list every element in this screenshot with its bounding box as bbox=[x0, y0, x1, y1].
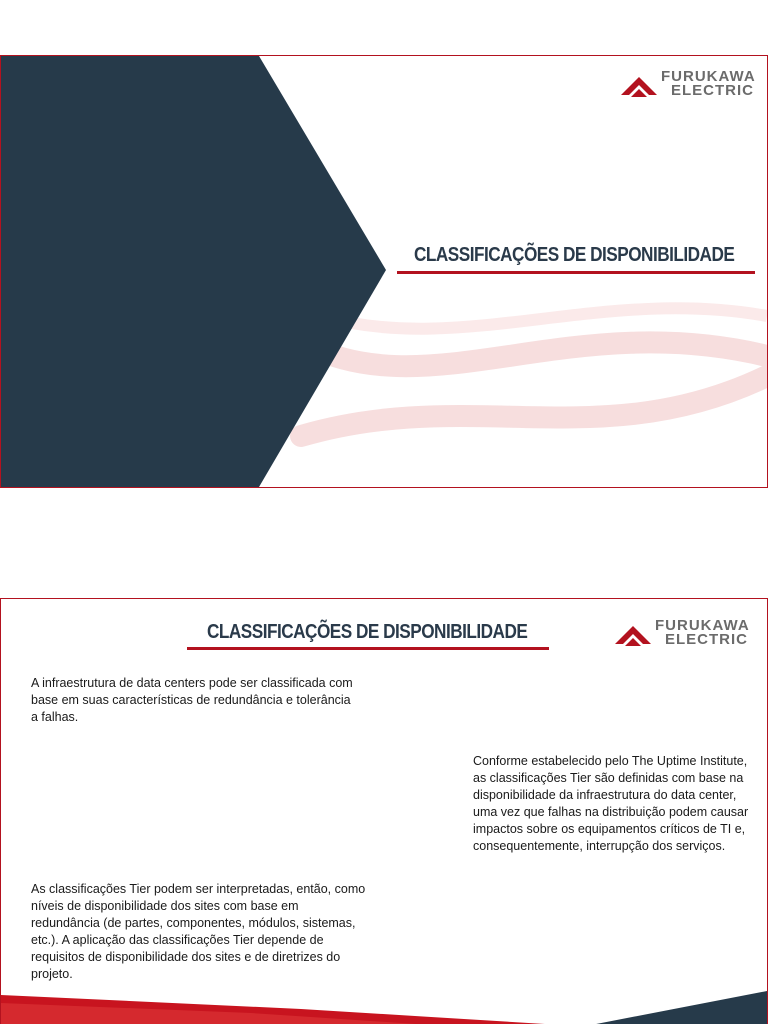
content-slide bbox=[0, 598, 768, 1024]
paragraph-uptime-institute: Conforme estabelecido pelo The Uptime Institute, as classificações Tier são definidas com base na disponibilidade da infraestrutura do data center, uma vez que falhas na distribuição podem causar impactos sobre os equipamentos críticos de TI e, consequentemente, interrupção dos serviços. bbox=[473, 754, 749, 853]
title-underline bbox=[187, 647, 549, 650]
title-underline bbox=[397, 271, 755, 274]
furukawa-logo-icon bbox=[619, 74, 659, 100]
logo-text-line2: ELECTRIC bbox=[665, 631, 748, 648]
title-slide bbox=[0, 55, 768, 488]
navy-footer-wedge bbox=[591, 991, 767, 1024]
slide-title: CLASSIFICAÇÕES DE DISPONIBILIDADE bbox=[207, 621, 528, 643]
furukawa-logo bbox=[613, 619, 753, 653]
logo-text-line2: ELECTRIC bbox=[671, 82, 754, 99]
paragraph-tier-classifications: As classificações Tier podem ser interpretadas, então, como níveis de disponibilidade dos sites com base em redundância (de partes, componentes, módulos, sistemas, etc.). A aplicação das classificações Tier depende de requisitos de disponibilidade dos sites e de diretrizes do projeto. bbox=[31, 882, 366, 981]
logo-text-line1: FURUKAWA bbox=[661, 68, 756, 85]
paragraph-infrastructure: A infraestrutura de data centers pode ser classificada com base em suas características de redundância e tolerância a falhas. bbox=[31, 676, 353, 724]
furukawa-logo-icon bbox=[613, 623, 653, 649]
slide-title: CLASSIFICAÇÕES DE DISPONIBILIDADE bbox=[414, 244, 735, 266]
logo-text-line1: FURUKAWA bbox=[655, 617, 750, 634]
furukawa-logo bbox=[619, 70, 759, 104]
